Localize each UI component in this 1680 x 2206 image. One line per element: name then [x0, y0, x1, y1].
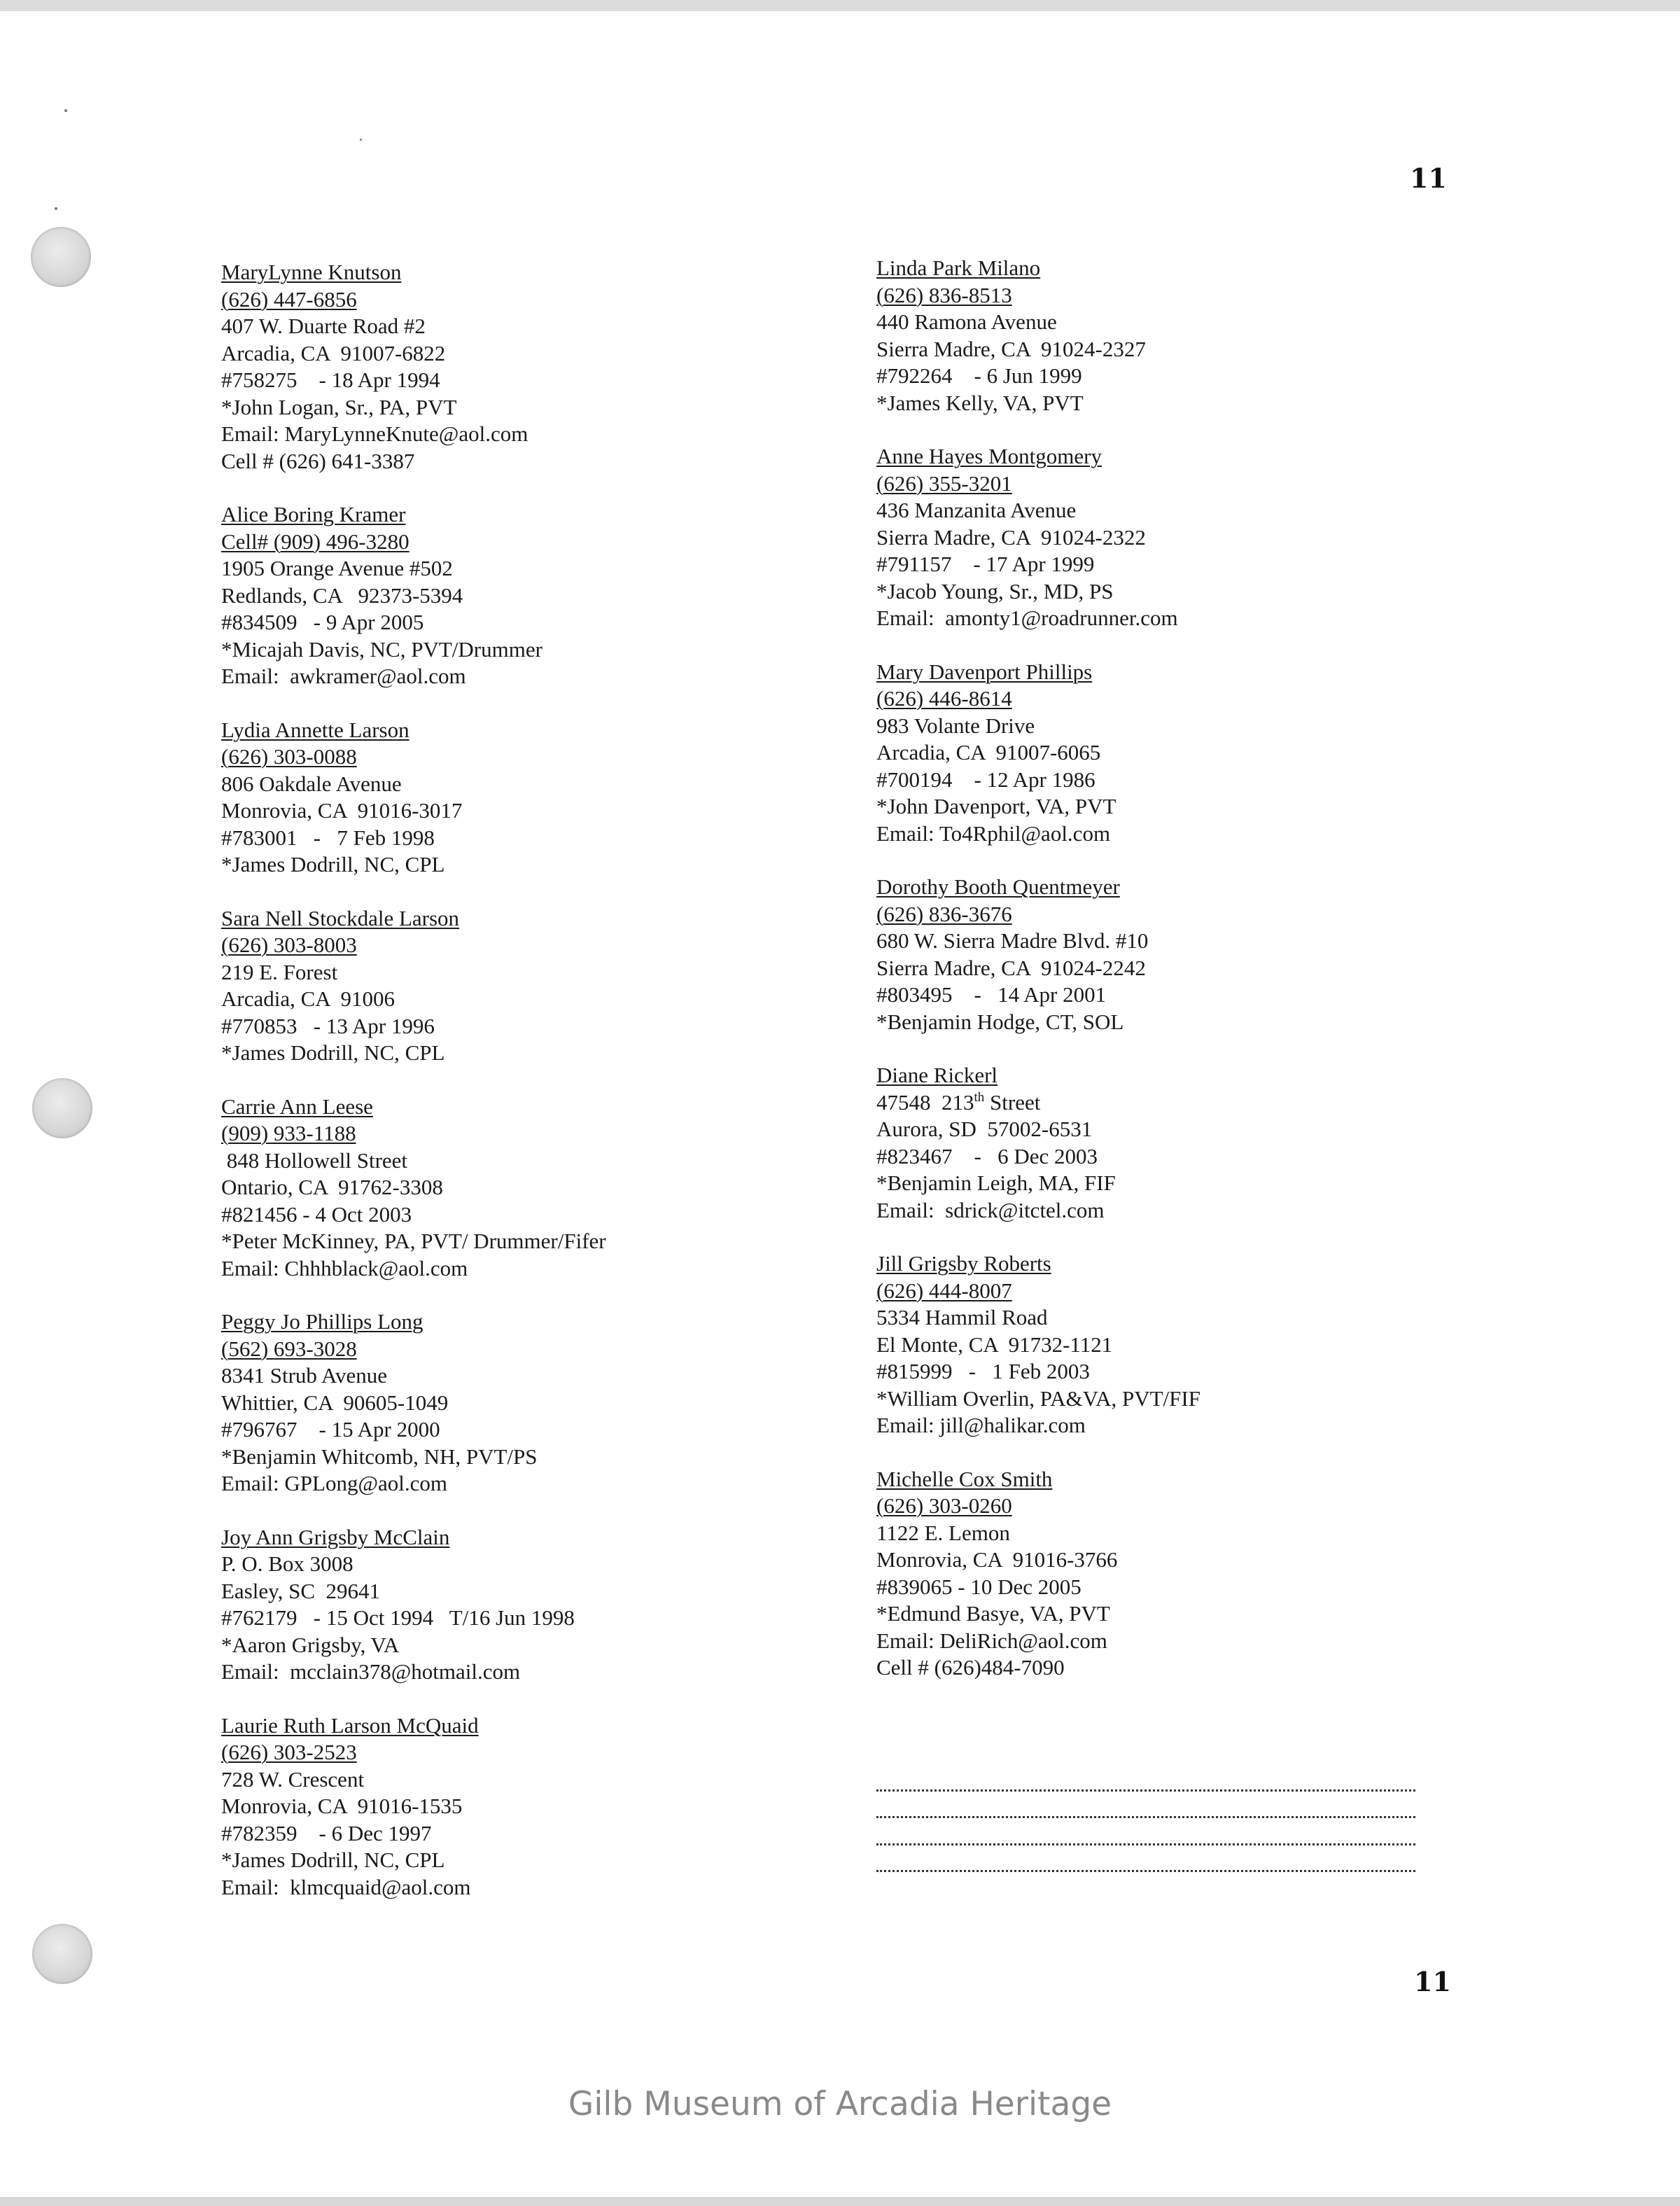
member-phone: (626) 836-8513	[876, 282, 1012, 307]
member-detail-line: Aurora, SD 57002-6531	[876, 1117, 1093, 1141]
member-detail-line: Email: mcclain378@hotmail.com	[221, 1659, 521, 1684]
member-detail-line: *John Davenport, VA, PVT	[876, 794, 1116, 818]
member-detail-line: Cell # (626) 641-3387	[221, 448, 415, 473]
member-detail-line: 806 Oakdale Avenue	[221, 771, 402, 796]
member-detail-line: #782359 - 6 Dec 1997	[221, 1820, 432, 1845]
member-detail-line: #796767 - 15 Apr 2000	[221, 1417, 440, 1441]
member-entry	[876, 1466, 1576, 1682]
member-detail-line: *Edmund Basye, VA, PVT	[876, 1601, 1110, 1626]
member-detail-line: Email: DeliRich@aol.com	[876, 1628, 1107, 1653]
member-detail-line: #700194 - 12 Apr 1986	[876, 767, 1096, 792]
member-detail-line: *Aaron Grigsby, VA	[221, 1632, 400, 1657]
member-detail-line: Sierra Madre, CA 91024-2322	[876, 524, 1146, 550]
member-detail-line: #821456 - 4 Oct 2003	[221, 1201, 412, 1227]
member-detail-line: *James Dodrill, NC, CPL	[221, 1848, 445, 1872]
member-name: Michelle Cox Smith	[876, 1466, 1053, 1491]
street-number: 47548	[876, 1089, 931, 1115]
member-detail-line: Email: amonty1@roadrunner.com	[876, 606, 1178, 630]
member-entry	[221, 259, 921, 475]
member-detail-line: *John Logan, Sr., PA, PVT	[221, 394, 457, 419]
member-entry	[876, 1250, 1576, 1439]
member-name: Anne Hayes Montgomery	[876, 444, 1102, 468]
member-detail-line: *Micajah Davis, NC, PVT/Drummer	[221, 636, 542, 662]
member-detail-line: *Benjamin Whitcomb, NH, PVT/PS	[221, 1444, 538, 1469]
dotted-blank-line	[876, 1771, 1415, 1799]
member-name: Sara Nell Stockdale Larson	[221, 905, 460, 930]
street-ordinal: 213	[941, 1089, 974, 1115]
page-number-bottom: 11	[1414, 1966, 1451, 1997]
member-detail-line: 219 E. Forest	[221, 959, 338, 984]
member-detail-line: 728 W. Crescent	[221, 1766, 365, 1792]
member-phone: (626) 303-8003	[221, 933, 357, 957]
member-street	[876, 1089, 1576, 1117]
member-detail-line: 983 Volante Drive	[876, 713, 1035, 738]
member-phone: (626) 446-8614	[876, 686, 1012, 711]
scan-bottom-edge	[0, 2197, 1680, 2206]
member-detail-line: Email: sdrick@itctel.com	[876, 1197, 1105, 1222]
member-detail-line: 1122 E. Lemon	[876, 1520, 1010, 1545]
member-entry	[876, 1062, 1576, 1224]
member-name: Lydia Annette Larson	[221, 717, 410, 742]
member-detail-line: Sierra Madre, CA 91024-2242	[876, 955, 1146, 980]
member-detail-line: Arcadia, CA 91006	[221, 986, 395, 1011]
member-detail-line: 407 W. Duarte Road #2	[221, 314, 426, 338]
member-detail-line: Email: jill@halikar.com	[876, 1413, 1086, 1437]
member-entry	[221, 1524, 921, 1686]
member-name: MaryLynne Knutson	[221, 260, 402, 284]
member-detail-line: #791157 - 17 Apr 1999	[876, 552, 1095, 576]
member-detail-line: Email: klmcquaid@aol.com	[221, 1874, 471, 1899]
member-detail-line: *James Dodrill, NC, CPL	[221, 1040, 445, 1065]
member-detail-line: Arcadia, CA 91007-6822	[221, 340, 446, 365]
member-detail-line: 440 Ramona Avenue	[876, 309, 1057, 334]
member-detail-line: *William Overlin, PA&VA, PVT/FIF	[876, 1385, 1200, 1411]
member-detail-line: 1905 Orange Avenue #502	[221, 556, 453, 580]
member-detail-line: Easley, SC 29641	[221, 1578, 381, 1603]
dotted-blank-line	[876, 1825, 1415, 1852]
member-entry	[876, 874, 1576, 1035]
member-entry	[876, 443, 1576, 632]
member-phone: (626) 303-0260	[876, 1493, 1012, 1518]
member-entry	[876, 659, 1576, 848]
member-detail-line: Email: GPLong@aol.com	[221, 1471, 448, 1495]
member-phone: (626) 447-6856	[221, 286, 357, 312]
member-detail-line: 680 W. Sierra Madre Blvd. #10	[876, 928, 1149, 953]
member-phone: (626) 355-3201	[876, 470, 1012, 496]
street-word: Street	[990, 1089, 1041, 1115]
member-entry	[221, 1308, 921, 1498]
left-column	[221, 259, 921, 1927]
member-detail-line: *James Kelly, VA, PVT	[876, 390, 1084, 415]
scan-speck	[55, 207, 57, 210]
dotted-blank-line	[876, 1799, 1415, 1826]
page-number-top: 11	[1410, 162, 1447, 194]
member-detail-line: #762179 - 15 Oct 1994 T/16 Jun 1998	[221, 1605, 575, 1630]
member-detail-line: #783001 - 7 Feb 1998	[221, 825, 435, 850]
member-detail-line: Email: Chhhblack@aol.com	[221, 1255, 468, 1280]
street-ordinal-suffix: th	[974, 1089, 985, 1105]
member-detail-line: 436 Manzanita Avenue	[876, 498, 1077, 522]
member-name: Carrie Ann Leese	[221, 1094, 373, 1119]
member-entry	[221, 905, 921, 1067]
member-detail-line: *Benjamin Leigh, MA, FIF	[876, 1171, 1116, 1195]
member-phone: (562) 693-3028	[221, 1336, 357, 1361]
member-detail-line: Email: awkramer@aol.com	[221, 664, 466, 688]
binder-hole-middle	[32, 1078, 92, 1138]
member-phone: (626) 444-8007	[876, 1278, 1012, 1303]
binder-hole-top	[31, 227, 91, 287]
member-name: Jill Grigsby Roberts	[876, 1251, 1051, 1276]
member-detail-line: Arcadia, CA 91007-6065	[876, 740, 1101, 765]
member-detail-line: 5334 Hammil Road	[876, 1305, 1048, 1329]
member-detail-line: El Monte, CA 91732-1121	[876, 1332, 1113, 1357]
member-entry	[876, 255, 1576, 417]
member-detail-line: #758275 - 18 Apr 1994	[221, 368, 440, 392]
member-detail-line: Redlands, CA 92373-5394	[221, 582, 463, 608]
member-name: Dorothy Booth Quentmeyer	[876, 874, 1120, 899]
scan-top-edge	[0, 0, 1680, 11]
member-phone: (626) 303-0088	[221, 744, 357, 769]
member-detail-line: #839065 - 10 Dec 2005	[876, 1574, 1082, 1599]
member-name: Alice Boring Kramer	[221, 502, 406, 526]
member-name: Linda Park Milano	[876, 256, 1041, 280]
member-detail-line: Cell # (626)484-7090	[876, 1655, 1065, 1680]
member-detail-line: 8341 Strub Avenue	[221, 1363, 388, 1388]
member-detail-line: 848 Hollowell Street	[221, 1147, 408, 1173]
member-detail-line: *Jacob Young, Sr., MD, PS	[876, 578, 1114, 603]
member-entry	[221, 1094, 921, 1283]
member-entry	[221, 501, 921, 690]
scan-speck	[360, 139, 362, 141]
member-phone: (909) 933-1188	[221, 1121, 356, 1145]
member-detail-line: #823467 - 6 Dec 2003	[876, 1143, 1098, 1168]
member-detail-line: #803495 - 14 Apr 2001	[876, 982, 1107, 1007]
member-detail-line: *James Dodrill, NC, CPL	[221, 852, 445, 877]
member-phone: (626) 303-2523	[221, 1740, 357, 1764]
member-detail-line: Whittier, CA 90605-1049	[221, 1390, 449, 1415]
member-detail-line: Monrovia, CA 91016-3017	[221, 798, 463, 823]
right-column	[876, 255, 1576, 1708]
scan-speck	[64, 109, 67, 112]
member-detail-line: #792264 - 6 Jun 1999	[876, 363, 1082, 388]
member-name: Laurie Ruth Larson McQuaid	[221, 1712, 479, 1738]
member-phone: (626) 836-3676	[876, 901, 1012, 926]
member-detail-line: Email: MaryLynneKnute@aol.com	[221, 421, 528, 446]
dotted-blank-line	[876, 1852, 1415, 1880]
member-detail-line: Monrovia, CA 91016-3766	[876, 1547, 1118, 1572]
member-detail-line: Monrovia, CA 91016-1535	[221, 1794, 463, 1818]
watermark: Gilb Museum of Arcadia Heritage	[568, 2085, 1112, 2123]
member-detail-line: #770853 - 13 Apr 1996	[221, 1013, 435, 1038]
member-detail-line: #834509 - 9 Apr 2005	[221, 610, 424, 634]
member-name: Mary Davenport Phillips	[876, 659, 1093, 684]
member-detail-line: Ontario, CA 91762-3308	[221, 1175, 443, 1199]
member-detail-line: Sierra Madre, CA 91024-2327	[876, 336, 1146, 361]
blank-entry-lines	[876, 1771, 1415, 1879]
member-detail-line: Email: To4Rphil@aol.com	[876, 821, 1111, 846]
member-detail-line: P. O. Box 3008	[221, 1551, 354, 1576]
member-detail-line: *Peter McKinney, PA, PVT/ Drummer/Fifer	[221, 1229, 606, 1253]
member-name: Joy Ann Grigsby McClain	[221, 1524, 450, 1549]
member-phone: Cell# (909) 496-3280	[221, 529, 410, 554]
member-name: Diane Rickerl	[876, 1063, 998, 1087]
member-name: Peggy Jo Phillips Long	[221, 1309, 424, 1334]
member-entry	[221, 1712, 921, 1901]
member-detail-line: *Benjamin Hodge, CT, SOL	[876, 1009, 1124, 1034]
binder-hole-bottom	[32, 1924, 92, 1984]
member-detail-line: #815999 - 1 Feb 2003	[876, 1359, 1090, 1383]
member-entry	[221, 717, 921, 879]
